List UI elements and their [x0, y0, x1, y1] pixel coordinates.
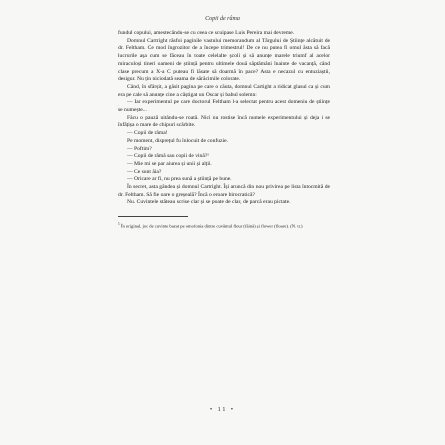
- paragraph-2: Când, în sfârșit, a găsit pagina pe care o căuta, domnul Cartight a ridicat glasul ca și cum era pe cale să anunțe cine a câștigat un Oscar și babul solemn:: [118, 83, 330, 98]
- paragraph-4: Făcu o pauză uitându-se roată. Nici nu rostise încă numele experimentului și deja i se înfățișa o mare de chipuri scârbite.: [118, 114, 330, 129]
- paragraph-10: — Ce sunt ăia?: [127, 168, 162, 175]
- running-header: Copii de râma: [205, 16, 240, 22]
- paragraph-13: Nu. Cuvintele stăteau scrise clar și se poate de clar, de parcă erau pictate.: [127, 199, 291, 206]
- paragraph-0: fundul copului, amestecându-se cu ceea ce scuipase Luis Pereira mai devreme.: [118, 30, 295, 36]
- footnote: [118, 221, 330, 230]
- footnote-text: În original, joc de cuvinte bazat pe omofonia dintre cuvântul flour (făină) și flower (floare). (N. tr.): [120, 223, 303, 229]
- paragraph-12: În secret, asta gândea și domnul Cartright. Își aruncă din nou privirea pe lista întocmită de dr. Feltham. Să fie oare o greșeală? Încă o eroare birocratică?: [118, 184, 330, 198]
- page-number: • 11 •: [210, 407, 235, 413]
- paragraph-11: — Oricare ar fi, nu prea sună a știință pe bune.: [127, 176, 232, 183]
- paragraph-1: Domnul Cartright răsfoi paginile vastului memorandum al Târgului de Științe alcătuit de dr. Feltham. Ce mod îngrozitor de a începe trimestrul! De ce nu putea fi omul ăsta să facă lucrurile așa cum se făceau în toate celelalte școli și să anunțe marele triumf al acelor miraculoși tineri oameni de știință pentru ultimele două săptămâni înainte de vacanță, când clase precum a X-a C puteau fi lăsate să doarmă în pace? Asta e necazul cu entuziaștii, desigur. Nu țin niciodată seama de sărăcimile colorate.: [118, 37, 330, 83]
- footnote-divider: [118, 216, 188, 217]
- paragraph-8: — Copii de râmă sau copii de vină?¹: [127, 153, 209, 160]
- paragraph-9: — Mie mi se par aiurea și unii și alții.: [127, 160, 212, 167]
- footnote-marker: 1: [118, 222, 120, 227]
- paragraph-7: — Poftim?: [127, 145, 152, 152]
- paragraph-6: Pe moment, disprețul fu înlocuit de confuzie.: [127, 137, 228, 144]
- paragraph-5: — Copii de râma!: [127, 130, 168, 137]
- paragraph-3: — Iar experimentul pe care doctorul Feltham l-a selectat pentru acest domeniu de științe se numește...: [118, 99, 330, 114]
- body-text: [118, 30, 330, 207]
